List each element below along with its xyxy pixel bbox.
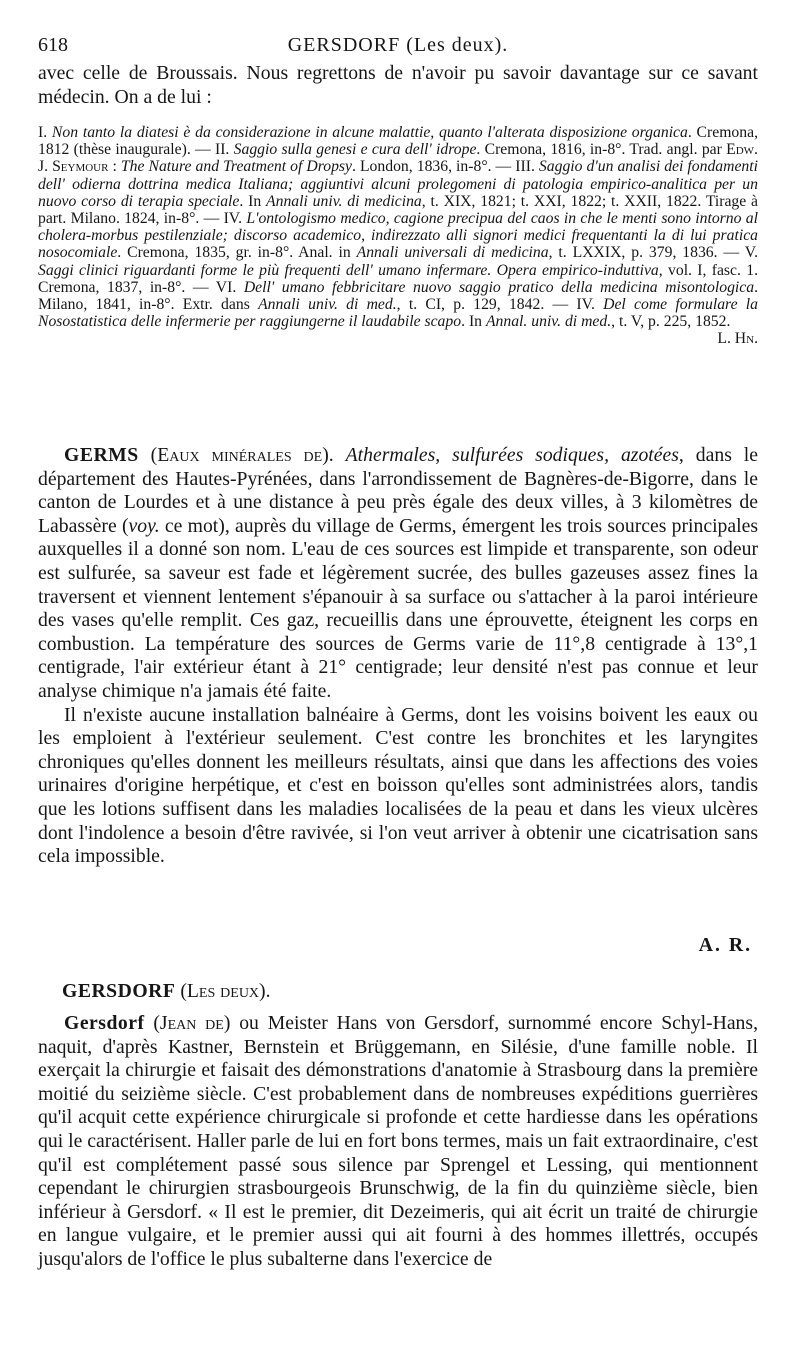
germs-article bbox=[38, 444, 758, 869]
bibliography-paragraph bbox=[38, 124, 758, 348]
bibliography-signature: L. Hn. bbox=[717, 330, 758, 348]
germs-paragraph-1: GERMS (Eaux minérales de). Athermales, sulfurées sodiques, azotées, dans le département des Hautes-Pyrénées, dans l'arrondissement de Bagnères-de-Bigorre, dans le canton de Lourdes et à une distance à peu près égale des deux villes, à 3 kilomètres de Labassère (voy. ce mot), auprès du village de Germs, émergent les trois sources principales auxquelles il a donné son nom. L'eau de ces sources est limpide et transparente, son odeur est sulfurée, sa saveur est fade et légèrement sucrée, des bulles gazeuses assez fines la traversent et viennent lentement s'épanouir à sa surface ou s'attacher à la paroi intérieure des vases qu'elle remplit. Ces gaz, recueillis dans une éprouvette, éteignent les corps en combustion. La température des sources de Germs varie de 11°,8 centigrade à 13°,1 centigrade, l'air extérieur étant à 21° centigrade; leur densité n'est pas connue et leur analyse chimique n'a jamais été faite. bbox=[38, 444, 759, 702]
page-number: 618 bbox=[38, 34, 68, 56]
germs-signature: A. R. bbox=[698, 934, 752, 956]
germs-paragraph-2: Il n'existe aucune installation balnéaire à Germs, dont les voisins boivent les eaux ou les emploient à l'extérieur seulement. C'est contre les bronchites et les laryngites chroniques qu'elles donnent les meilleurs résultats, ainsi que dans les affections des voies urinaires d'origine herpétique, et c'est en boisson qu'elles sont administrées alors, tandis que les lotions suffisent dans les maladies localisées de la peau et dans les vieux ulcères dont l'indolence a besoin d'être ravivée, si l'on veut arriver à obtenir une cicatrisation sans cela impossible. bbox=[38, 703, 758, 868]
bibliography-text: I. Non tanto la diatesi è da considerazione in alcune malattie, quanto l'alterata disposizione organica. Cremona, 1812 (thèse inaugurale). — II. Saggio sulla genesi e cura dell' idrope. Cremona, 1816, in-8°. Trad. angl. par Edw. J. Seymour : The Nature and Treatment of Dropsy. London, 1836, in-8°. — III. Saggio d'un analisi dei fondamenti dell' odierna dottrina medica Italiana; aggiuntivi alcuni prolegomeni di patologia empirico-analitica per un nuovo corso di terapia speciale. In Annali univ. di medicina, t. XIX, 1821; t. XXI, 1822; t. XXII, 1822. Tirage à part. Milano. 1824, in-8°. — IV. L'ontologismo medico, cagione precipua del caos in che le menti sono intorno al cholera-morbus pestilenziale; discorso academico, indirezzato alli signori medici frequentanti la di lui pratica nosocomiale. Cremona, 1835, gr. in-8°. Anal. in Annali universali di medicina, t. LXXIX, p. 379, 1836. — V. Saggi clinici riguardanti forme le più frequenti dell' umano infermare. Opera empirico-induttiva, vol. I, fasc. 1. Cremona, 1837, in-8°. — VI. Dell' umano febbricitare nuovo saggio pratico della medicina misontologica. Milano, 1841, in-8°. Extr. dans Annali univ. di med., t. CI, p. 129, 1842. — IV. Del come formulare la Nosostatistica delle infermerie per raggiungerne il laudabile scapo. In Annal. univ. di med., t. V, p. 225, 1852. L. Hn. bbox=[38, 124, 759, 348]
gersdorf-name: Gersdorf bbox=[64, 1012, 145, 1034]
gersdorf-article bbox=[38, 1012, 758, 1272]
gersdorf-heading: GERSDORF (Les deux). bbox=[62, 980, 271, 1002]
germs-heading: GERMS bbox=[64, 444, 139, 466]
running-head: GERSDORF (Les deux). bbox=[287, 34, 509, 56]
intro-paragraph bbox=[38, 62, 758, 109]
gersdorf-paragraph: Gersdorf (Jean de) ou Meister Hans von Gersdorf, surnommé encore Schyl-Hans, naquit, d'après Kastner, Bernstein et Brüggemann, en Silésie, d'une famille noble. Il exerçait la chirurgie et faisait des démonstrations d'anatomie à Strasbourg dans la première moitié du seizième siècle. C'est probablement dans de nombreuses expéditions guerrières qu'il acquit cette expérience chirurgicale si profonde et cette hardiesse dans les opérations qui le caractérisent. Haller parle de lui en fort bons termes, mais un fait extraordinaire, c'est qu'il est complétement passé sous silence par Sprengel et Lessing, qui mentionnent cependant le chirurgien strasbourgeois Brunschwig, de la fin du quinzième siècle, bien inférieur à Gersdorf. « Il est le premier, dit Dezeimeris, qui ait écrit un traité de chirurgie en langue vulgaire, et le premier aussi qui ait fourni à des hommes illettrés, occupés jusqu'alors de l'office le plus subalterne dans l'exercice de bbox=[38, 1012, 758, 1270]
page-header bbox=[38, 32, 758, 58]
intro-text: avec celle de Broussais. Nous regrettons de n'avoir pu savoir davantage sur ce savant médecin. On a de lui : bbox=[38, 62, 758, 108]
